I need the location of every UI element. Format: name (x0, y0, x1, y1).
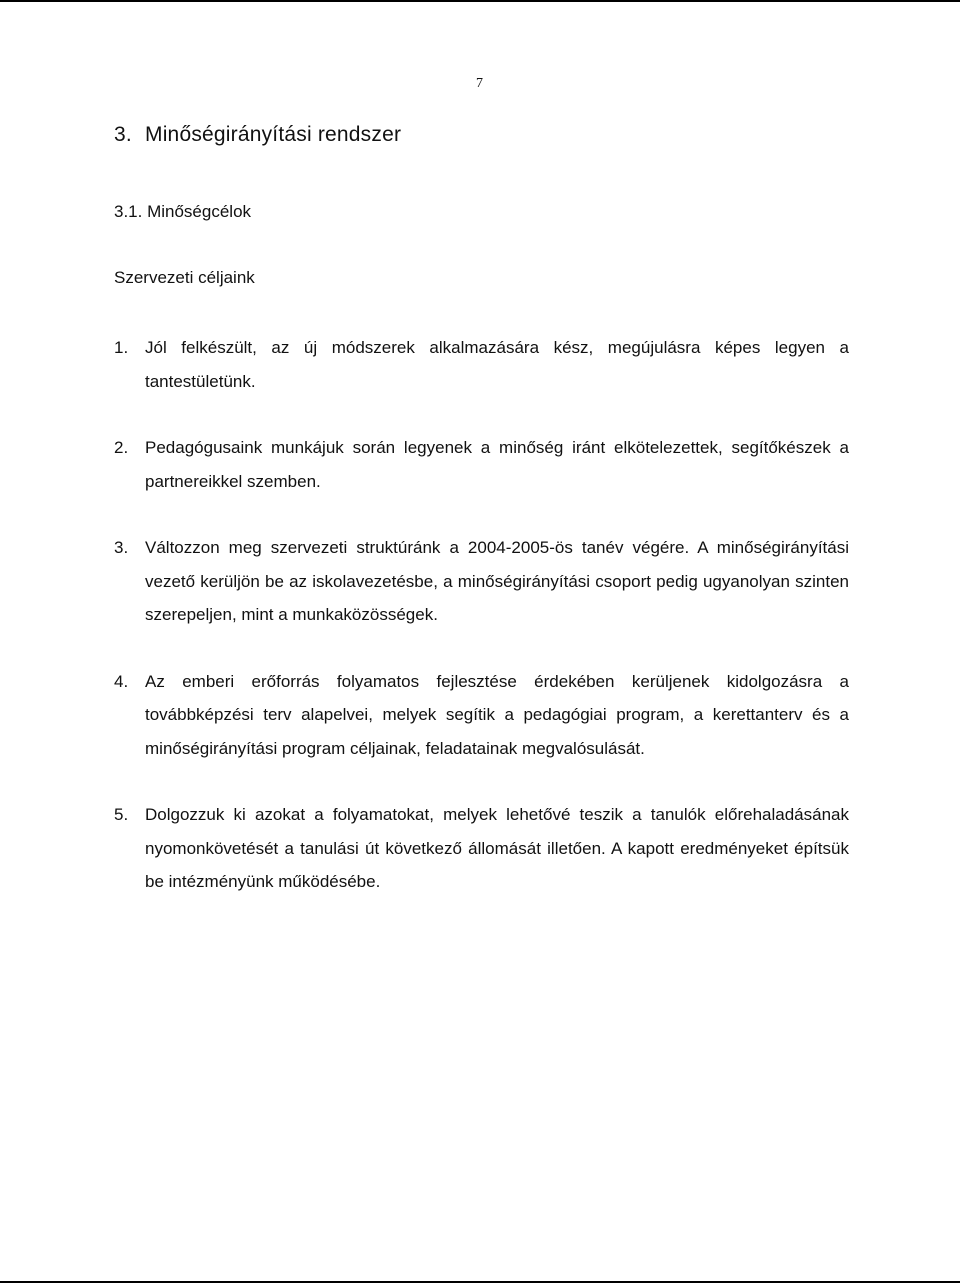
goal-number: 3. (114, 538, 129, 557)
goal-number: 2. (114, 438, 129, 457)
goal-text: Jól felkészült, az új módszerek alkalmazására kész, megújulásra képes legyen a tantestületünk. (145, 338, 849, 391)
page-number: 7 (476, 76, 483, 91)
goal-number: 1. (114, 338, 129, 357)
goal-number: 4. (114, 671, 129, 691)
chapter-title (114, 121, 401, 149)
page-top-edge (0, 0, 960, 2)
chapter-number: 3. (114, 123, 132, 146)
page-bottom-edge (0, 1281, 960, 1283)
goal-text: Változzon meg szervezeti struktúránk a 2004-2005-ös tanév végére. A minőségirányítási vezető kerüljön be az iskolavezetésbe, a minőségirányítási csoport pedig ugyanolyan szinten szerepeljen, mint a munkaközösségek. (145, 538, 849, 624)
goals-subheading: Szervezeti céljaink (114, 268, 255, 287)
goal-item (114, 665, 849, 766)
goal-item (114, 798, 849, 899)
chapter-title-text: Minőségirányítási rendszer (145, 123, 402, 146)
goals-list (114, 331, 849, 932)
goal-text: Dolgozzuk ki azokat a folyamatokat, melyek lehetővé teszik a tanulók előrehaladásának nyomonkövetését a tanulási út következő állomását illetően. A kapott eredményeket építsük be intézményünk működésébe. (145, 805, 849, 891)
section-title: 3.1. Minőségcélok (114, 202, 252, 221)
goal-text: Az emberi erőforrás folyamatos fejlesztése érdekében kerüljenek kidolgozásra a továbbképzési terv alapelvei, melyek segítik a pedagógiai program, a kerettanterv és a minőségirányítási program céljainak, feladatainak megvalósulását. (145, 671, 849, 758)
goal-item (114, 431, 849, 498)
goal-item (114, 531, 849, 632)
goal-text: Pedagógusaink munkájuk során legyenek a minőség iránt elkötelezettek, segítőkészek a partnereikkel szemben. (145, 438, 849, 491)
goal-item (114, 331, 849, 398)
goal-number: 5. (114, 805, 129, 824)
